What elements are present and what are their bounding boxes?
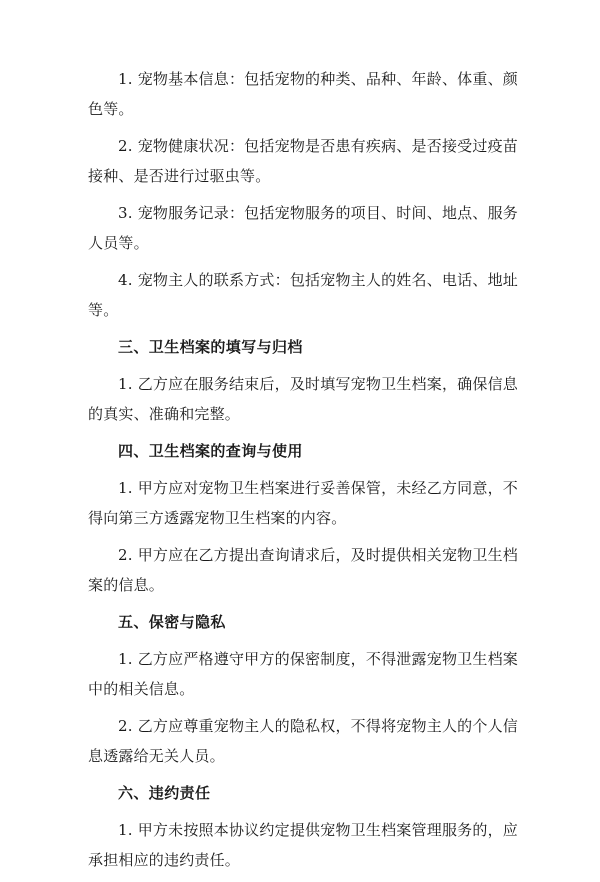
paragraph-health-status: 2. 宠物健康状况：包括宠物是否患有疾病、是否接受过疫苗接种、是否进行过驱虫等。	[88, 137, 518, 185]
paragraph-basic-info: 1. 宠物基本信息：包括宠物的种类、品种、年龄、体重、颜色等。	[88, 70, 518, 118]
section-heading-confidentiality: 五、保密与隐私	[118, 613, 226, 631]
section-heading-query: 四、卫生档案的查询与使用	[118, 442, 303, 460]
paragraph-owner-contact: 4. 宠物主人的联系方式：包括宠物主人的姓名、电话、地址等。	[88, 271, 518, 319]
paragraph-query-2: 2. 甲方应在乙方提出查询请求后，及时提供相关宠物卫生档案的信息。	[88, 546, 518, 594]
paragraph-filing-1: 1. 乙方应在服务结束后，及时填写宠物卫生档案，确保信息的真实、准确和完整。	[88, 375, 518, 423]
paragraph-confidentiality-1: 1. 乙方应严格遵守甲方的保密制度，不得泄露宠物卫生档案中的相关信息。	[88, 650, 518, 698]
paragraph-liability-1: 1. 甲方未按照本协议约定提供宠物卫生档案管理服务的，应承担相应的违约责任。	[88, 821, 518, 869]
section-heading-filing: 三、卫生档案的填写与归档	[118, 338, 303, 356]
paragraph-service-records: 3. 宠物服务记录：包括宠物服务的项目、时间、地点、服务人员等。	[88, 204, 518, 252]
paragraph-query-1: 1. 甲方应对宠物卫生档案进行妥善保管，未经乙方同意，不得向第三方透露宠物卫生档案的内容。	[88, 479, 518, 527]
paragraph-confidentiality-2: 2. 乙方应尊重宠物主人的隐私权，不得将宠物主人的个人信息透露给无关人员。	[88, 717, 518, 765]
section-heading-liability: 六、违约责任	[118, 784, 211, 802]
document-page	[88, 64, 518, 882]
